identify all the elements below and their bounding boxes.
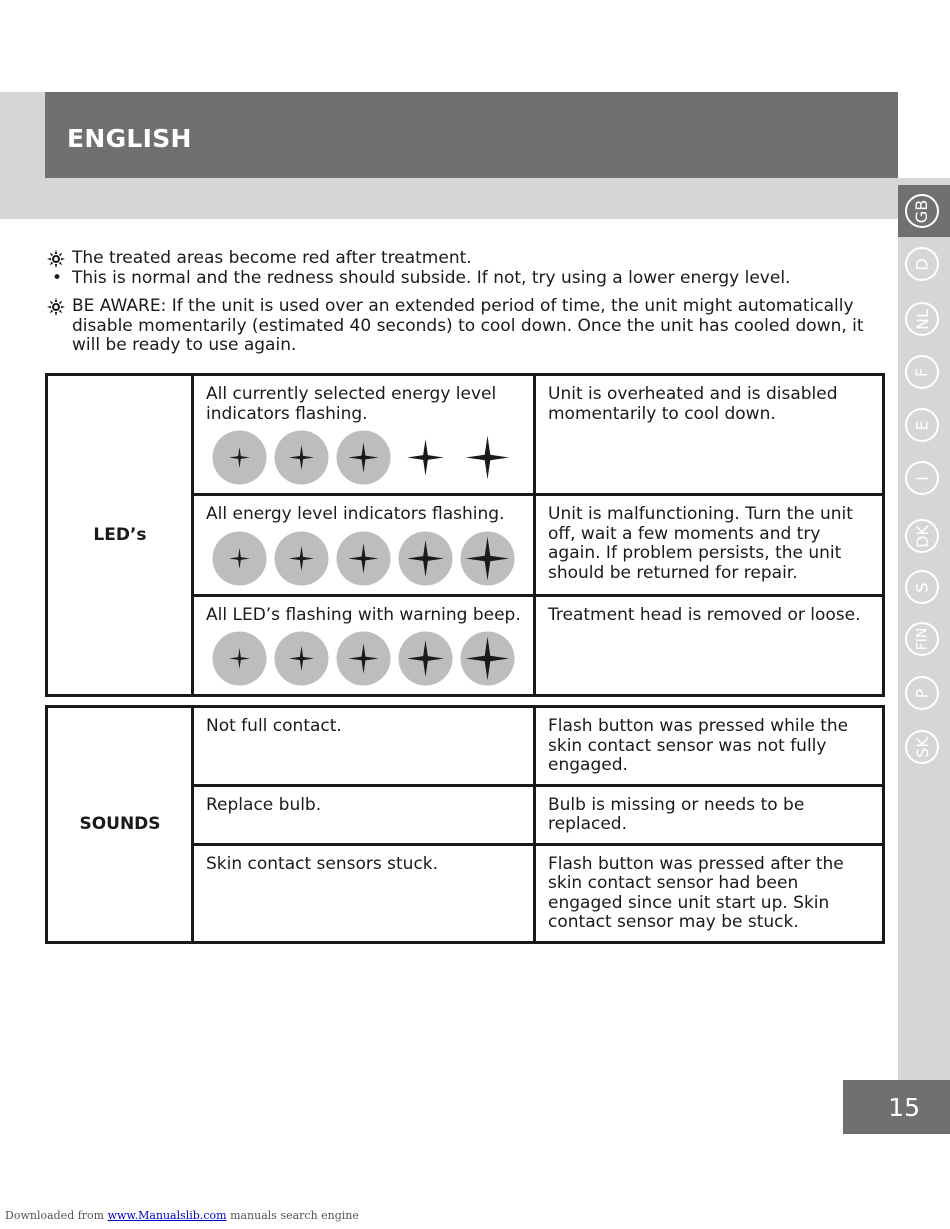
- indication-text: All currently selected energy level indicators flashing.: [206, 384, 497, 424]
- led-indicator-lit: [274, 531, 329, 586]
- language-circle: [905, 676, 939, 710]
- language-tab-e[interactable]: [900, 404, 944, 446]
- language-circle: [905, 355, 939, 389]
- page-number: 15: [843, 1080, 950, 1134]
- indication-cell: [193, 375, 535, 495]
- language-label: DK: [912, 524, 932, 548]
- led-indicator-lit: [212, 430, 267, 485]
- led-indicator-unlit: [398, 430, 453, 485]
- language-label: FIN: [914, 627, 930, 651]
- language-circle: [905, 570, 939, 604]
- language-tab-d[interactable]: [900, 243, 944, 285]
- sounds-table: [45, 705, 885, 944]
- note-text: This is normal and the redness should subside. If not, try using a lower energy level.: [72, 268, 791, 288]
- language-circle: [905, 730, 939, 764]
- led-indicator-lit: [212, 531, 267, 586]
- led-indicator-lit: [460, 531, 515, 586]
- language-tab-sk[interactable]: [900, 726, 944, 768]
- sun-icon: [47, 297, 67, 316]
- language-tab-f[interactable]: [900, 351, 944, 393]
- led-indicator-row: [212, 631, 522, 686]
- indication-cell: [193, 595, 535, 696]
- language-label: P: [912, 688, 932, 698]
- led-indicator-lit: [336, 631, 391, 686]
- indication-cell: Not full contact.: [193, 707, 535, 786]
- footer-link[interactable]: www.Manualslib.com: [107, 1209, 227, 1222]
- indication-cell: Skin contact sensors stuck.: [193, 844, 535, 942]
- sparkle-icon: [407, 439, 444, 476]
- led-indicator-lit: [274, 430, 329, 485]
- meaning-cell: Bulb is missing or needs to be replaced.: [535, 785, 884, 844]
- led-indicator-lit: [398, 631, 453, 686]
- led-indicator-unlit: [460, 430, 515, 485]
- footer-suffix: manuals search engine: [230, 1209, 359, 1222]
- language-circle: [905, 519, 939, 553]
- language-circle: [905, 622, 939, 656]
- sun-icon: [47, 249, 67, 268]
- language-circle: [905, 247, 939, 281]
- indication-text: All energy level indicators flashing.: [206, 504, 505, 524]
- led-indicator-lit: [460, 631, 515, 686]
- table-row: [47, 375, 884, 495]
- language-tab-i[interactable]: [900, 457, 944, 499]
- language-label: NL: [912, 308, 932, 330]
- indication-cell: Replace bulb.: [193, 785, 535, 844]
- language-label: SK: [912, 736, 932, 758]
- language-tab-gb[interactable]: [900, 190, 944, 232]
- table-row: [47, 707, 884, 786]
- language-label: GB: [912, 199, 932, 223]
- language-tab-p[interactable]: [900, 672, 944, 714]
- led-indicator-row: [212, 430, 522, 485]
- leds-table: [45, 373, 885, 697]
- meaning-cell: Treatment head is removed or loose.: [535, 595, 884, 696]
- note-text: BE AWARE: If the unit is used over an extended period of time, the unit might automatically disable momentarily (estimated 40 seconds) to cool down. Once the unit has cooled down, it will be ready to use again.: [72, 296, 864, 355]
- meaning-cell: Unit is malfunctioning. Turn the unit off, wait a few moments and try again. If problem persists, the unit should be returned for repair.: [535, 495, 884, 596]
- language-label: F: [912, 367, 932, 377]
- language-label: S: [912, 581, 932, 593]
- language-tab-fin[interactable]: [900, 618, 944, 660]
- language-circle: [905, 194, 939, 228]
- note-text: The treated areas become red after treatment.: [72, 248, 472, 268]
- language-circle: [905, 302, 939, 336]
- meaning-cell: Unit is overheated and is disabled momentarily to cool down.: [535, 375, 884, 495]
- led-indicator-lit: [212, 631, 267, 686]
- language-circle: [905, 408, 939, 442]
- language-tab-nl[interactable]: [900, 298, 944, 340]
- led-indicator-row: [212, 531, 522, 586]
- bullet-icon: •: [51, 268, 63, 288]
- led-indicator-lit: [336, 531, 391, 586]
- indication-text: All LED’s flashing with warning beep.: [206, 604, 521, 625]
- meaning-cell: Flash button was pressed after the skin contact sensor had been engaged since unit start up. Skin contact sensor may be stuck.: [535, 844, 884, 942]
- language-tab-dk[interactable]: [900, 515, 944, 557]
- led-indicator-lit: [398, 531, 453, 586]
- led-indicator-lit: [336, 430, 391, 485]
- leds-group-label: LED’s: [47, 375, 193, 696]
- meaning-cell: Flash button was pressed while the skin contact sensor was not fully engaged.: [535, 707, 884, 786]
- language-label: D: [912, 257, 932, 271]
- indication-cell: [193, 495, 535, 596]
- page-title: ENGLISH: [67, 124, 192, 153]
- sparkle-icon: [466, 436, 510, 480]
- language-label: I: [912, 475, 932, 481]
- language-circle: [905, 461, 939, 495]
- footer: [5, 1209, 359, 1222]
- sounds-group-label: SOUNDS: [47, 707, 193, 943]
- language-label: E: [912, 419, 932, 431]
- footer-prefix: Downloaded from: [5, 1209, 105, 1222]
- language-tab-s[interactable]: [900, 566, 944, 608]
- led-indicator-lit: [274, 631, 329, 686]
